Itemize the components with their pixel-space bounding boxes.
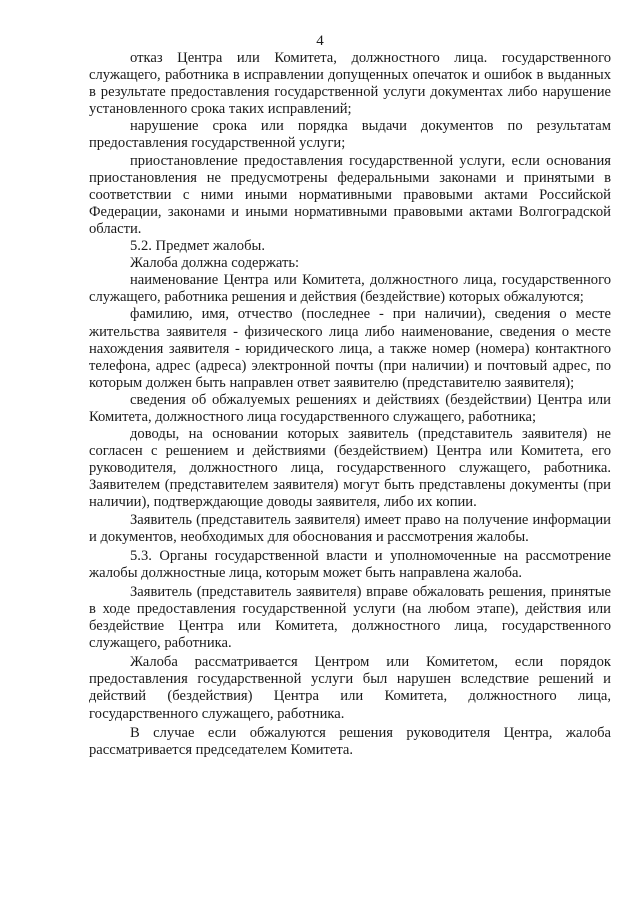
paragraph-right-to-appeal: Заявитель (представитель заявителя) вправе обжаловать решения, принятые в ходе предоставления государственной услуги (на любом этапе), действия или бездействие Центра или Комитета, должностного лица, государственного служащего, работника. — [89, 583, 611, 652]
document-body — [89, 50, 611, 759]
paragraph-applicant-details: фамилию, имя, отчество (последнее - при наличии), сведения о месте жительства заявителя - физического лица либо наименование, сведения о месте нахождения заявителя - юридического лица, а также номер (номера) контактного телефона, адрес (адреса) электронной почты (при наличии) и почтовый адрес, по которым должен быть направлен ответ заявителю (представителю заявителя); — [89, 306, 611, 391]
paragraph-suspension: приостановление предоставления государственной услуги, если основания приостановления не предусмотрены федеральными законами и принятыми в соответствии с ними иными нормативными правовыми актами Российской Федерации, законами и иными нормативными правовыми актами Волгоградской области. — [89, 152, 611, 237]
paragraph-arguments: доводы, на основании которых заявитель (представитель заявителя) не согласен с решением и действиями (бездействием) Центра или Комитета, его руководителя, должностного лица, государственного служащего, работника. Заявителем (представителем заявителя) могут быть представлены документы (при наличии), подтверждающие доводы заявителя, либо их копии. — [89, 426, 611, 511]
page-number: 4 — [316, 33, 324, 49]
section-heading-5-2: 5.2. Предмет жалобы. — [130, 238, 265, 255]
paragraph-head-decisions: В случае если обжалуются решения руководителя Центра, жалоба рассматривается председателем Комитета. — [89, 724, 611, 758]
paragraph-appealed-decisions: сведения об обжалуемых решениях и действиях (бездействии) Центра или Комитета, должностного лица государственного служащего, работника; — [89, 391, 611, 425]
paragraph-name-of-organ: наименование Центра или Комитета, должностного лица, государственного служащего, работника решения и действия (бездействие) которых обжалуются; — [89, 272, 611, 306]
paragraph-deadline-violation: нарушение срока или порядка выдачи документов по результатам предоставления государственной услуги; — [89, 118, 611, 152]
paragraph-right-to-information: Заявитель (представитель заявителя) имеет право на получение информации и документов, необходимых для обоснования и рассмотрения жалобы. — [89, 511, 611, 545]
paragraph-complaint-contents-intro: Жалоба должна содержать: — [130, 255, 300, 272]
paragraph-complaint-refusal-correction: отказ Центра или Комитета, должностного лица. государственного служащего, работника в исправлении допущенных опечаток и ошибок в выданных в результате предоставления государственной услуги документах либо нарушение установленного срока таких исправлений; — [89, 50, 611, 118]
section-heading-5-3: 5.3. Органы государственной власти и уполномоченные на рассмотрение жалобы должностные лица, которым может быть направлена жалоба. — [89, 547, 611, 581]
paragraph-complaint-review: Жалоба рассматривается Центром или Комитетом, если порядок предоставления государственной услуги был нарушен вследствие решений и действий (бездействия) Центра или Комитета, должностного лица, государственного служащего, работника. — [89, 654, 611, 722]
